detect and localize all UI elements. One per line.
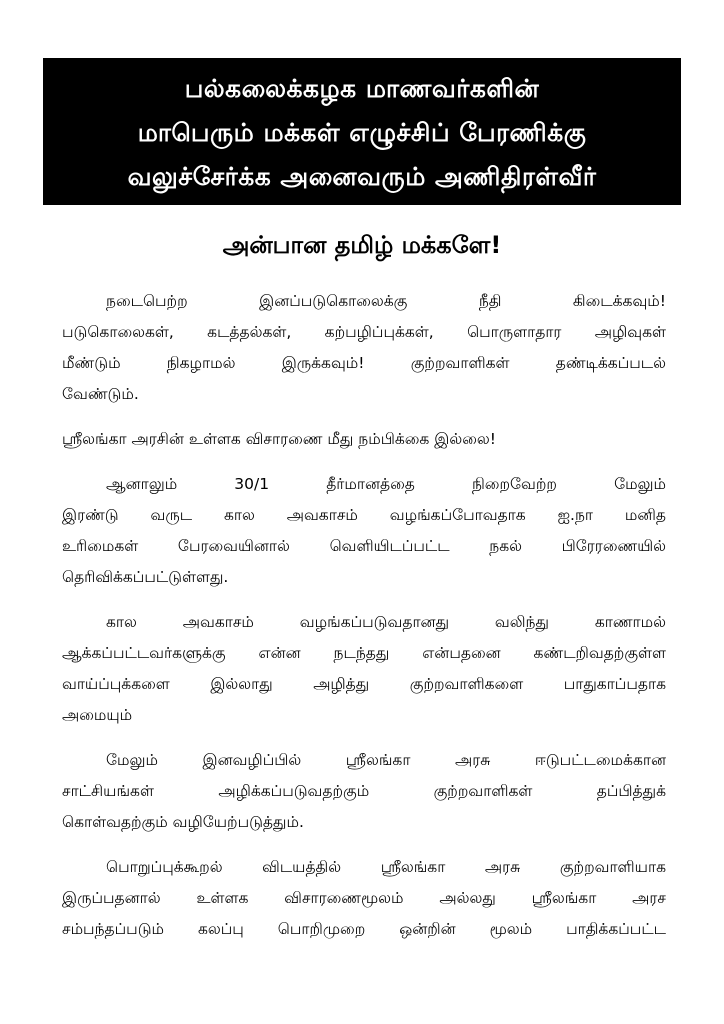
text-line: சம்பந்தப்படும் கலப்பு பொறிமுறை ஒன்றின் மூலம் பாதிக்கப்பட்ட xyxy=(62,920,666,938)
paragraph-2 xyxy=(62,424,666,455)
banner-line: பல்கலைக்கழக மாணவர்களின் xyxy=(184,74,540,103)
text-line: சாட்சியங்கள் அழிக்கப்படுவதற்கும் குற்றவாளிகள் தப்பித்துக் xyxy=(62,782,666,800)
text-line: இருப்பதனால் உள்ளக விசாரணைமூலம் அல்லது ஸ்ரீலங்கா அரச xyxy=(62,889,666,907)
text-line: ஆக்கப்பட்டவர்களுக்கு என்ன நடந்தது என்பதனை கண்டறிவதற்குள்ள xyxy=(62,644,666,662)
text-line: வேண்டும். xyxy=(62,385,139,403)
body-text xyxy=(62,286,666,959)
paragraph-4 xyxy=(62,607,666,731)
text-line: கொள்வதற்கும் வழியேற்படுத்தும். xyxy=(62,813,304,831)
text-line: மீண்டும் நிகழாமல் இருக்கவும்! குற்றவாளிகள் தண்டிக்கப்படல் xyxy=(62,354,666,372)
text-line: மேலும் இனவழிப்பில் ஸ்ரீலங்கா அரசு ஈடுபட்டமைக்கான xyxy=(106,751,666,769)
text-line: பொறுப்புக்கூறல் விடயத்தில் ஸ்ரீலங்கா அரசு குற்றவாளியாக xyxy=(106,858,666,876)
text-line: அமையும் xyxy=(62,706,133,724)
banner-line: மாபெரும் மக்கள் எழுச்சிப் பேரணிக்கு xyxy=(137,118,587,147)
banner-line: வலுச்சேர்க்க அனைவரும் அணிதிரள்வீர் xyxy=(127,162,597,191)
text-line: வாய்ப்புக்களை இல்லாது அழித்து குற்றவாளிகளை பாதுகாப்பதாக xyxy=(62,675,666,693)
paragraph-3 xyxy=(62,469,666,593)
greeting-heading: அன்பான தமிழ் மக்களே! xyxy=(222,231,502,259)
paragraph-1 xyxy=(62,286,666,410)
text-line: ஆனாலும் 30/1 தீர்மானத்தை நிறைவேற்ற மேலும் xyxy=(106,475,666,493)
paragraph-5 xyxy=(62,745,666,838)
text-line: கால அவகாசம் வழங்கப்படுவதானது வலிந்து காணாமல் xyxy=(106,613,666,631)
text-line: உரிமைகள் பேரவையினால் வெளியிடப்பட்ட நகல் பிரேரணையில் xyxy=(62,537,666,555)
title-banner xyxy=(43,58,681,205)
text-line: படுகொலைகள், கடத்தல்கள், கற்பழிப்புக்கள், பொருளாதார அழிவுகள் xyxy=(62,323,666,341)
text-line: தெரிவிக்கப்பட்டுள்ளது. xyxy=(62,568,229,586)
text-line: நடைபெற்ற இனப்படுகொலைக்கு நீதி கிடைக்கவும்! xyxy=(106,292,666,310)
text-line: இரண்டு வருட கால அவகாசம் வழங்கப்போவதாக ஐ.நா மனித xyxy=(62,506,666,524)
paragraph-6 xyxy=(62,852,666,945)
text-line: ஸ்ரீலங்கா அரசின் உள்ளக விசாரணை மீது நம்பிக்கை இல்லை! xyxy=(62,430,496,448)
